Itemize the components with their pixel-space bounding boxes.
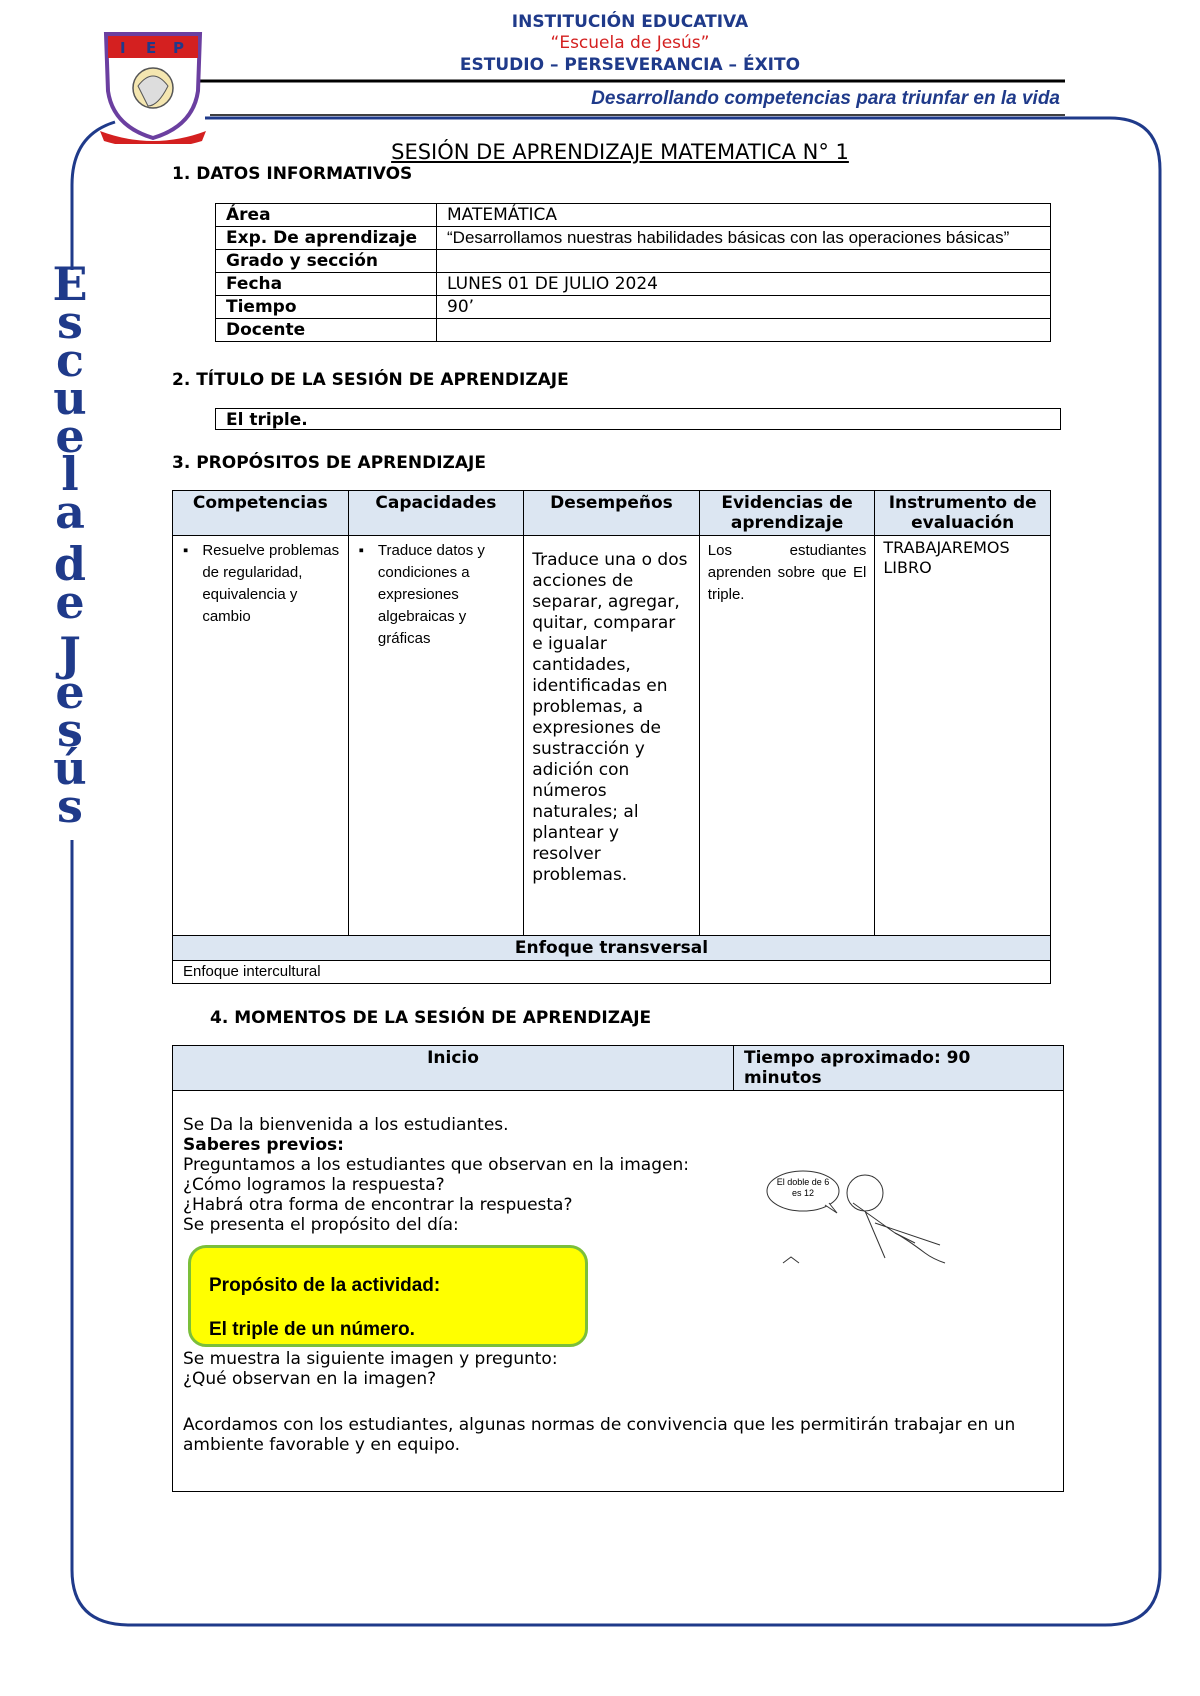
question-line: Preguntamos a los estudiantes que observan en la imagen: bbox=[183, 1155, 689, 1175]
desempeno-cell: Traduce una o dos acciones de separar, agregar, quitar, comparar e igualar cantidades, identificadas en problemas, a expresiones de sustracción y adición con números naturales; al plantear y resolver problemas. bbox=[524, 536, 700, 936]
table-header-row bbox=[173, 1046, 1064, 1091]
page-title: SESIÓN DE APRENDIZAJE MATEMATICA N° 1 bbox=[391, 140, 849, 164]
enfoque-header: Enfoque transversal bbox=[173, 936, 1051, 961]
instrumento-cell: TRABAJAREMOS LIBRO bbox=[875, 536, 1051, 936]
capacidad-text: Traduce datos y condiciones a expresiones algebraicas y gráficas bbox=[377, 542, 485, 647]
logo-letter-p: P bbox=[173, 39, 184, 57]
section2-heading: 2. TÍTULO DE LA SESIÓN DE APRENDIZAJE bbox=[172, 370, 569, 390]
instruction-line: Se muestra la siguiente imagen y pregunto: bbox=[183, 1349, 558, 1369]
column-header: Desempeños bbox=[524, 491, 700, 536]
banner-letter: e bbox=[55, 575, 85, 629]
question-line: Se presenta el propósito del día: bbox=[183, 1215, 459, 1235]
evidencia-cell: Los estudiantes aprenden sobre que El triple. bbox=[699, 536, 875, 936]
table-row bbox=[216, 227, 1051, 250]
banner-letter: e bbox=[55, 409, 85, 463]
saberes-label: Saberes previos: bbox=[183, 1135, 344, 1155]
speech-bubble-text: El doble de 6 es 12 bbox=[776, 1177, 830, 1198]
competencia-text: Resuelve problemas de regularidad, equivalencia y cambio bbox=[202, 542, 340, 625]
table-row bbox=[173, 536, 1051, 936]
info-label: Exp. De aprendizaje bbox=[216, 227, 437, 250]
section1-heading: 1. DATOS INFORMATIVOS bbox=[172, 164, 413, 184]
section3-heading: 3. PROPÓSITOS DE APRENDIZAJE bbox=[172, 453, 486, 473]
info-table bbox=[215, 203, 1051, 342]
school-name: “Escuela de Jesús” bbox=[550, 33, 710, 53]
banner-letter: d bbox=[53, 537, 87, 591]
column-header: Competencias bbox=[173, 491, 349, 536]
column-header-inicio: Inicio bbox=[173, 1046, 734, 1091]
banner-letter: s bbox=[57, 779, 83, 833]
table-row bbox=[216, 204, 1051, 227]
info-value: “Desarrollamos nuestras habilidades básicas con las operaciones básicas” bbox=[437, 227, 1051, 250]
table-header-row bbox=[173, 491, 1051, 536]
banner-letter: J bbox=[59, 627, 81, 681]
institution-label: INSTITUCIÓN EDUCATIVA bbox=[511, 12, 749, 32]
purpose-text: El triple de un número. bbox=[209, 1319, 415, 1340]
side-banner bbox=[40, 257, 100, 833]
logo-letter-i: I bbox=[120, 39, 126, 57]
table-row bbox=[216, 273, 1051, 296]
purpose-box bbox=[188, 1245, 588, 1347]
illustration bbox=[765, 1163, 965, 1273]
school-motto: ESTUDIO – PERSEVERANCIA – ÉXITO bbox=[459, 55, 801, 75]
banner-letter: u bbox=[53, 371, 87, 425]
section4-heading: 4. MOMENTOS DE LA SESIÓN DE APRENDIZAJE bbox=[210, 1008, 652, 1028]
purposes-table bbox=[172, 490, 1051, 984]
banner-letter: E bbox=[52, 257, 88, 311]
purpose-title: Propósito de la actividad: bbox=[209, 1275, 441, 1296]
question-line: ¿Habrá otra forma de encontrar la respuesta? bbox=[183, 1195, 573, 1215]
info-value bbox=[437, 319, 1051, 342]
enfoque-value: Enfoque intercultural bbox=[173, 961, 1051, 984]
info-label: Grado y sección bbox=[216, 250, 437, 273]
table-row bbox=[173, 961, 1051, 984]
info-value bbox=[437, 250, 1051, 273]
school-logo bbox=[98, 26, 208, 144]
table-row bbox=[216, 319, 1051, 342]
capacidad-cell: ▪ Traduce datos y condiciones a expresiones algebraicas y gráficas bbox=[348, 536, 524, 936]
info-value: 90’ bbox=[437, 296, 1051, 319]
welcome-line: Se Da la bienvenida a los estudiantes. bbox=[183, 1115, 509, 1135]
banner-letter: s bbox=[57, 703, 83, 757]
info-label: Tiempo bbox=[216, 296, 437, 319]
column-header: Capacidades bbox=[348, 491, 524, 536]
norms-text: Acordamos con los estudiantes, algunas normas de convivencia que les permitirán trabajar en un ambiente favorable y en equipo. bbox=[183, 1415, 1016, 1455]
banner-letter: s bbox=[57, 295, 83, 349]
table-row bbox=[216, 250, 1051, 273]
logo-letter-e: E bbox=[146, 39, 157, 57]
banner-letter: a bbox=[55, 485, 85, 539]
banner-letter: c bbox=[55, 333, 84, 387]
competencia-cell: ▪ Resuelve problemas de regularidad, equivalencia y cambio bbox=[173, 536, 349, 936]
info-value: MATEMÁTICA bbox=[437, 204, 1051, 227]
column-header-tiempo: Tiempo aproximado: 90 minutos bbox=[734, 1046, 1064, 1091]
info-label: Área bbox=[216, 204, 437, 227]
column-header: Evidencias de aprendizaje bbox=[699, 491, 875, 536]
banner-letter: l bbox=[61, 447, 79, 501]
table-row bbox=[173, 936, 1051, 961]
table-row bbox=[216, 296, 1051, 319]
banner-letter: ú bbox=[53, 741, 87, 795]
info-value: LUNES 01 DE JULIO 2024 bbox=[437, 273, 1051, 296]
column-header: Instrumento de evaluación bbox=[875, 491, 1051, 536]
session-title-box: El triple. bbox=[215, 408, 1061, 430]
school-slogan: Desarrollando competencias para triunfar en la vida bbox=[591, 88, 1060, 109]
question-line: ¿Cómo logramos la respuesta? bbox=[183, 1175, 445, 1195]
instruction-line: ¿Qué observan en la imagen? bbox=[183, 1369, 437, 1389]
banner-letter: e bbox=[55, 665, 85, 719]
info-label: Docente bbox=[216, 319, 437, 342]
info-label: Fecha bbox=[216, 273, 437, 296]
